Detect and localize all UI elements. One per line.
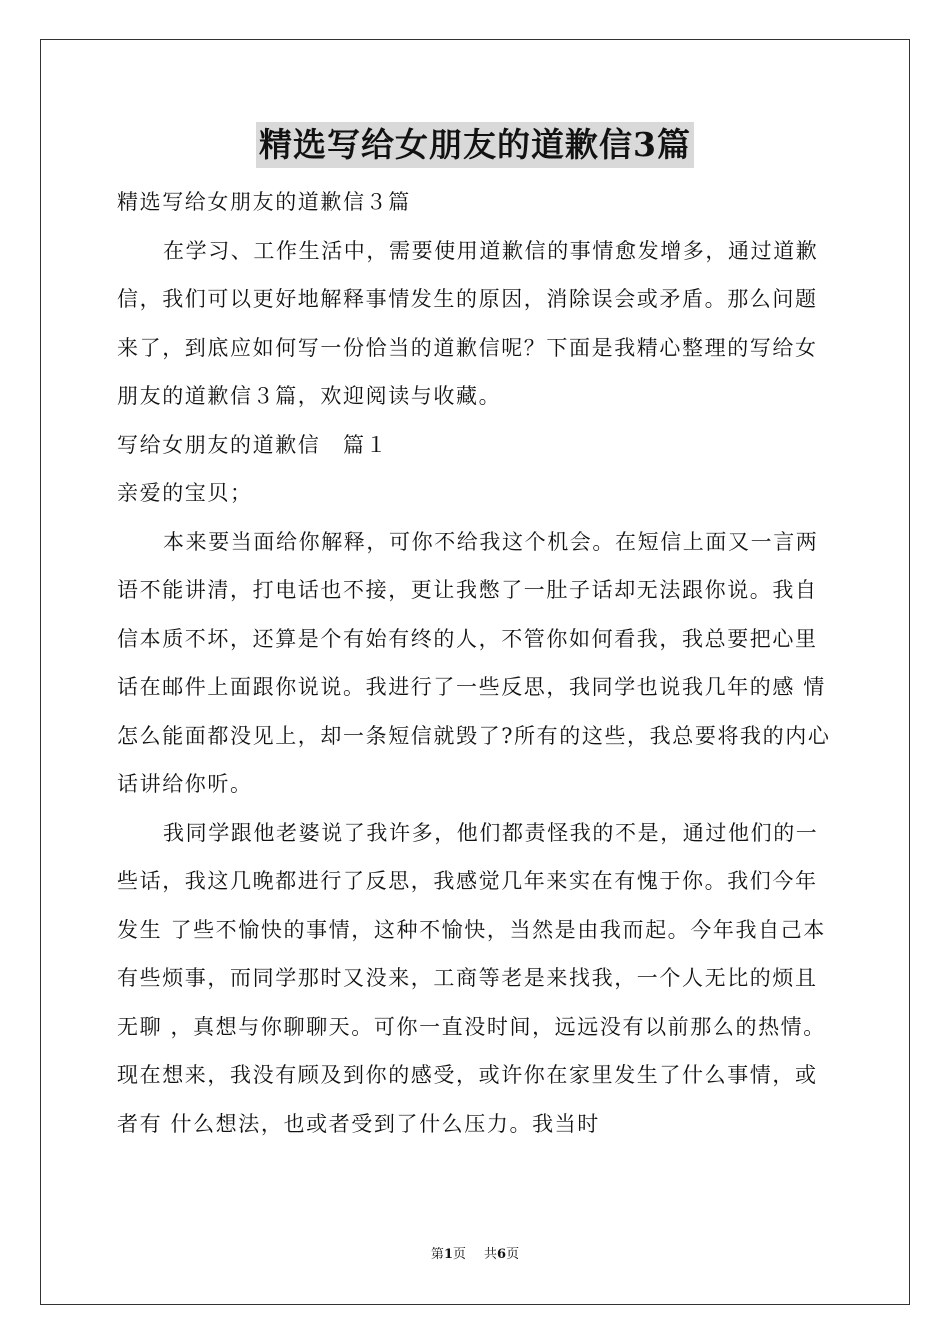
salutation: 亲爱的宝贝；: [117, 481, 253, 505]
page-footer: [0, 1246, 950, 1264]
document-subtitle: 精选写给女朋友的道歉信３篇: [117, 190, 411, 214]
body-paragraph-2: 我同学跟他老婆说了我许多，他们都责怪我的不是，通过他们的一些话，我这几晚都进行了反思，我感觉几年来实在有愧于你。我们今年发生 了些不愉快的事情，这种不愉快，当然是由我而起。今年我自己本有些烦事，而同学那时又没来，工商等老是来找我，一个人无比的烦且无聊 ，真想与你聊聊天。可你一直没时间，远远没有以前那么的热情。现在想来，我没有顾及到你的感受，或许你在家里发生了什么事情，或者有 什么想法，也或者受到了什么压力。我当时: [117, 820, 826, 1136]
intro-paragraph: 在学习、工作生活中，需要使用道歉信的事情愈发增多，通过道歉信，我们可以更好地解释事情发生的原因，消除误会或矛盾。那么问题来了，到底应如何写一份恰当的道歉信呢？下面是我精心整理的写给女朋友的道歉信３篇，欢迎阅读与收藏。: [117, 238, 819, 408]
page-prefix: 第: [430, 1247, 444, 1262]
section-heading: 写给女朋友的道歉信 篇１: [117, 432, 389, 457]
total-suffix: 页: [506, 1247, 520, 1262]
body-paragraph-1: 本来要当面给你解释，可你不给我这个机会。在短信上面又一言两语不能讲清，打电话也不接，更让我憋了一肚子话却无法跟你说。我自 信本质不坏，还算是个有始有终的人，不管你如何看我，我总要把心里话在邮件上面跟你说说。我进行了一些反思，我同学也说我几年的感 情怎么能面都没见上，却一条短信就毁了?所有的这些，我总要将我的内心话讲给你听。: [117, 529, 831, 796]
page-total: 6: [497, 1247, 507, 1262]
page-suffix: 页: [452, 1247, 466, 1262]
total-prefix: 共: [484, 1247, 498, 1262]
document-title: 精选写给女朋友的道歉信3篇: [256, 122, 694, 168]
page-current: 1: [443, 1247, 453, 1262]
title-container: [0, 122, 950, 168]
document-body: [117, 178, 835, 1148]
